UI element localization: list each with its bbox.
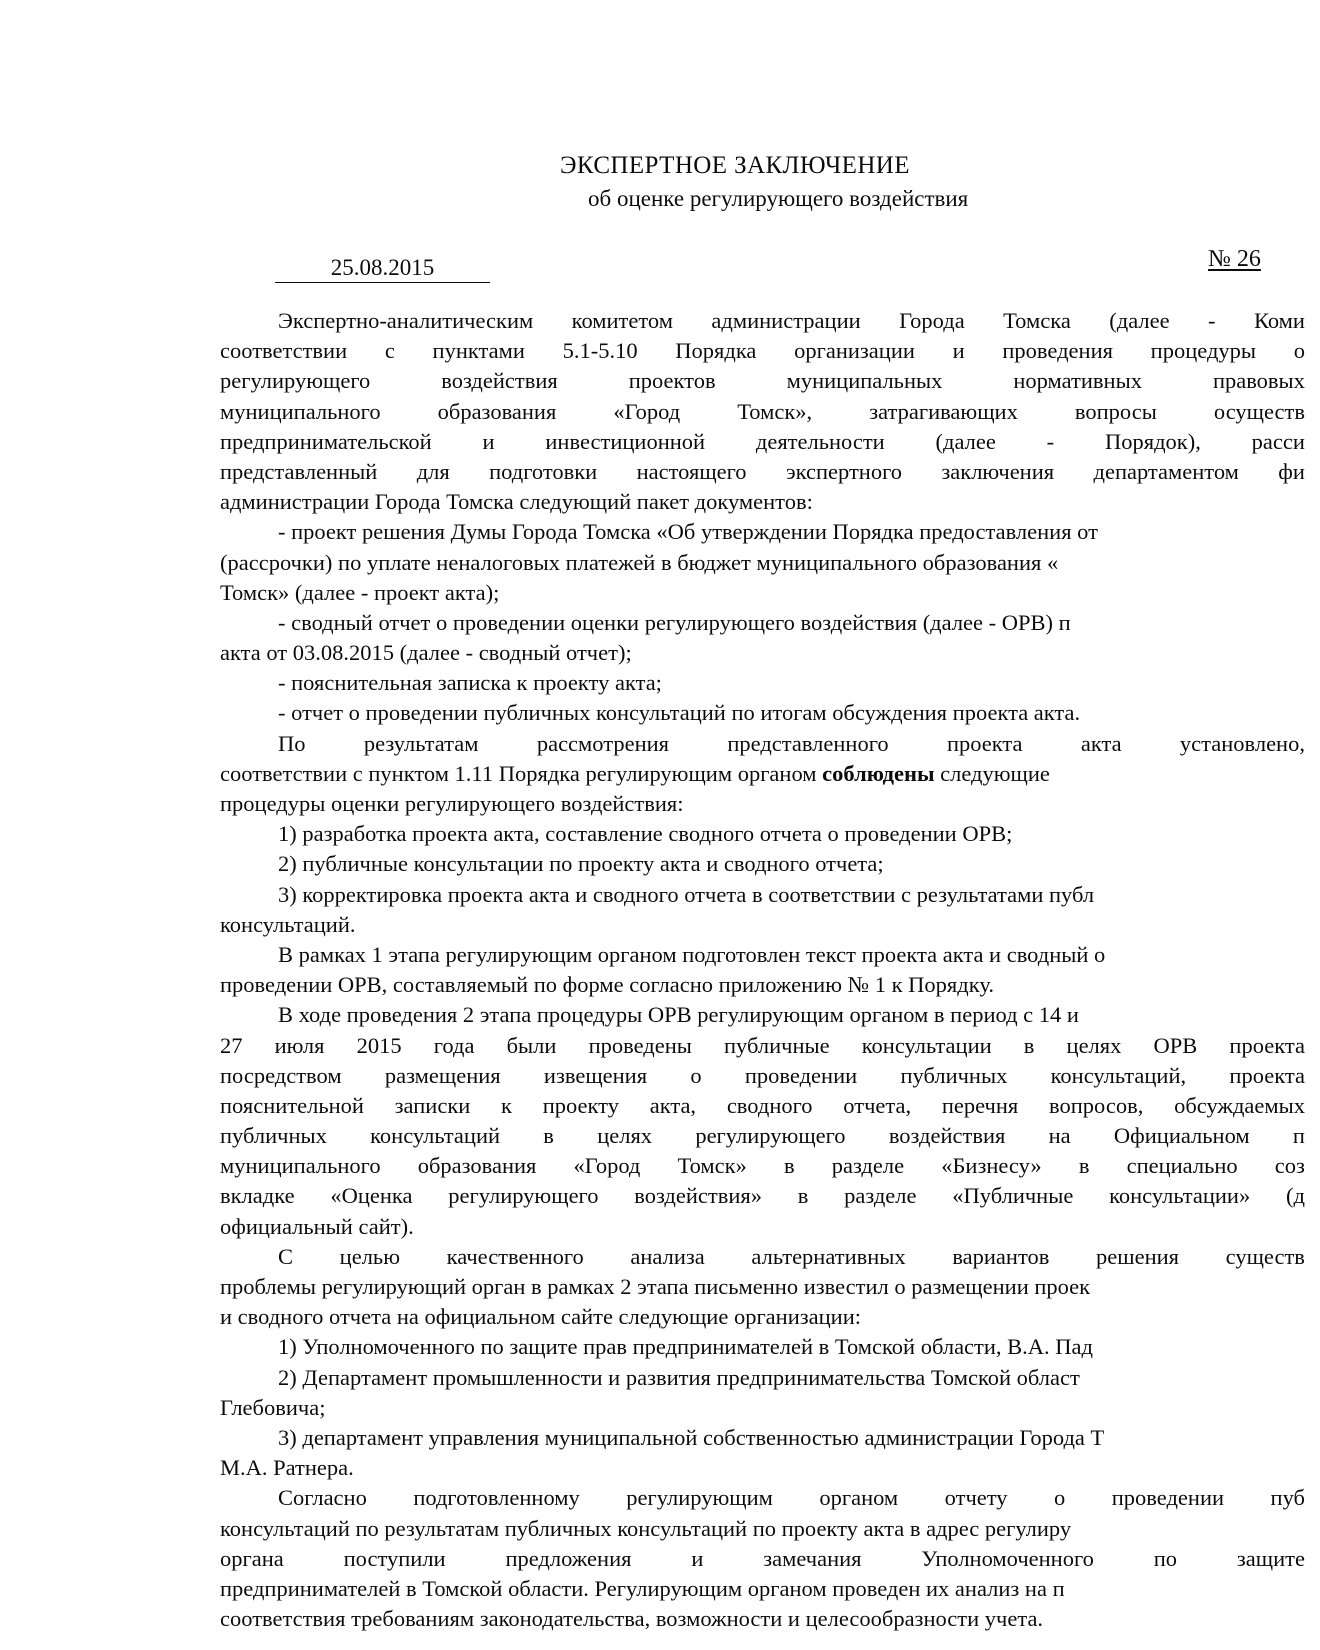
list-item: 3) корректировка проекта акта и сводного отчета в соответствии с результатами публ	[278, 881, 1095, 907]
word: (д	[1285, 1183, 1305, 1209]
word: предпринимательской	[220, 428, 432, 454]
word: анализа	[630, 1243, 705, 1269]
word: соответствии	[220, 338, 348, 364]
word: По	[278, 730, 306, 756]
word: акта	[1080, 730, 1122, 756]
word: муниципального	[220, 398, 381, 424]
word: «Бизнесу»	[941, 1153, 1042, 1179]
word: ОРВ	[1153, 1032, 1198, 1058]
word: для	[416, 458, 450, 484]
word: Официальном	[1113, 1123, 1250, 1149]
word: подготовленному	[413, 1485, 580, 1511]
list-item: 2) Департамент промышленности и развития предпринимательства Томской област	[278, 1364, 1080, 1390]
body-line: Томск» (далее - проект акта);	[220, 579, 500, 605]
body-line	[220, 1483, 1305, 1513]
word: и	[482, 428, 495, 454]
body-line: В ходе проведения 2 этапа процедуры ОРВ регулирующим органом в период с 14 и	[278, 1002, 1079, 1028]
body-line	[220, 397, 1305, 427]
word: 27	[220, 1032, 243, 1058]
word: акта,	[649, 1092, 697, 1118]
list-item: - проект решения Думы Города Томска «Об утверждении Порядка предоставления от	[278, 519, 1098, 545]
word: целях	[1066, 1032, 1122, 1058]
word: Томск»	[677, 1153, 747, 1179]
word: проекта	[1229, 1032, 1305, 1058]
word: представленного	[727, 730, 889, 756]
word: публичных	[220, 1123, 327, 1149]
word: к	[501, 1092, 512, 1118]
word: и	[952, 338, 965, 364]
body-line	[220, 729, 1305, 759]
word: целью	[339, 1243, 400, 1269]
word: 5.1-5.10	[562, 338, 638, 364]
word: -	[1208, 308, 1216, 333]
word: защите	[1236, 1545, 1305, 1571]
body-line: и сводного отчета на официальном сайте следующие организации:	[220, 1304, 861, 1330]
body-line: проведении ОРВ, составляемый по форме согласно приложению № 1 к Порядку.	[220, 972, 994, 998]
word: регулирующим	[626, 1485, 773, 1511]
body-line: предпринимателей в Томской области. Регулирующим органом проведен их анализ на п	[220, 1575, 1065, 1601]
word: вопросы	[1074, 398, 1157, 424]
document-subtitle: об оценке регулирующего воздействия	[588, 186, 969, 211]
word: отчета,	[843, 1092, 912, 1118]
word: (далее	[1109, 308, 1170, 333]
word: на	[1048, 1123, 1071, 1149]
document-body	[220, 306, 1320, 1634]
body-line	[220, 427, 1305, 457]
body-line	[220, 1242, 1305, 1272]
word: (далее	[935, 428, 996, 454]
body-line: В рамках 1 этапа регулирующим органом подготовлен текст проекта акта и сводный о	[278, 941, 1106, 967]
body-line	[220, 1061, 1305, 1091]
list-item: 1) разработка проекта акта, составление сводного отчета о проведении ОРВ;	[278, 821, 1013, 847]
word: нормативных	[1013, 368, 1142, 394]
word: Экспертно-аналитическим	[278, 308, 534, 333]
word: размещения	[384, 1062, 501, 1088]
word: регулирующего	[695, 1123, 846, 1149]
word: проекту	[542, 1092, 619, 1118]
word: рассмотрения	[536, 730, 670, 756]
list-item: 1) Уполномоченного по защите прав предпринимателей в Томской области, В.А. Пад	[278, 1334, 1093, 1360]
word: образования	[417, 1153, 537, 1179]
list-item: 2) публичные консультации по проекту акта и сводного отчета;	[278, 851, 884, 877]
body-line	[220, 306, 1305, 336]
word: в	[1023, 1032, 1035, 1058]
word: процедуры	[1150, 338, 1257, 364]
body-line: консультаций по результатам публичных консультаций по проекту акта в адрес регулиру	[220, 1515, 1072, 1541]
body-line	[220, 759, 1320, 789]
word: решения	[1096, 1243, 1180, 1269]
word: обсуждаемых	[1174, 1092, 1305, 1118]
word: осуществ	[1213, 398, 1305, 424]
body-line: консультаций.	[220, 911, 356, 937]
word: проектов	[628, 368, 716, 394]
word: записки	[394, 1092, 471, 1118]
word: результатам	[363, 730, 479, 756]
document-number: № 26	[1208, 246, 1261, 272]
word: консультации»	[1109, 1183, 1251, 1209]
word: консультаций,	[1050, 1062, 1187, 1088]
word: Порядка	[675, 338, 757, 364]
word: комитетом	[571, 308, 673, 333]
word: настоящего	[636, 458, 747, 484]
list-item: - сводный отчет о проведении оценки регулирующего воздействия (далее - ОРВ) п	[278, 609, 1071, 635]
word: качественного	[446, 1243, 584, 1269]
word: воздействия	[888, 1123, 1006, 1149]
word: «Оценка	[330, 1183, 413, 1209]
word: в	[797, 1183, 809, 1209]
list-item: 3) департамент управления муниципальной собственностью администрации Города Т	[278, 1424, 1105, 1450]
word: Согласно	[278, 1485, 367, 1511]
word: о	[1054, 1485, 1066, 1511]
body-line: М.А. Ратнера.	[220, 1455, 354, 1481]
word: «Публичные	[952, 1183, 1074, 1209]
word: пояснительной	[220, 1092, 364, 1118]
document-title: ЭКСПЕРТНОЕ ЗАКЛЮЧЕНИЕ	[560, 152, 910, 179]
word: замечания	[763, 1545, 862, 1571]
word: воздействия	[441, 368, 558, 394]
bold-term: соблюдены	[822, 760, 935, 786]
word: С	[278, 1243, 294, 1269]
word: инвестиционной	[545, 428, 706, 454]
word: о	[1293, 338, 1305, 364]
word: проведены	[588, 1032, 692, 1058]
body-line: акта от 03.08.2015 (далее - сводный отчет);	[220, 640, 632, 666]
word: представленный	[220, 458, 378, 484]
body-line	[220, 366, 1305, 396]
word: публичные	[724, 1032, 830, 1058]
word: в	[1078, 1153, 1090, 1179]
word: 2015	[356, 1032, 402, 1058]
word: отчету	[944, 1485, 1008, 1511]
body-line: соответствия требованиям законодательства, возможности и целесообразности учета.	[220, 1606, 1044, 1632]
word: муниципального	[220, 1153, 381, 1179]
body-line: (рассрочки) по уплате неналоговых платежей в бюджет муниципального образования «	[220, 549, 1059, 575]
word: проекта	[1229, 1062, 1305, 1088]
word: регулирующего	[448, 1183, 599, 1209]
word: правовых	[1212, 368, 1305, 394]
word: Томска	[1003, 308, 1071, 333]
word: экспертного	[785, 458, 902, 484]
word: перечня	[941, 1092, 1019, 1118]
word: вкладке	[220, 1183, 295, 1209]
body-text-span: следующие	[934, 760, 1050, 786]
word: проведения	[1002, 338, 1113, 364]
word: Порядок),	[1104, 428, 1201, 454]
word: существ	[1225, 1243, 1305, 1269]
word: Уполномоченного	[921, 1545, 1094, 1571]
body-line: администрации Города Томска следующий пакет документов:	[220, 489, 813, 515]
word: фи	[1278, 458, 1305, 484]
word: поступили	[343, 1545, 446, 1571]
word: проведении	[744, 1062, 858, 1088]
word: п	[1292, 1123, 1305, 1149]
list-item: - отчет о проведении публичных консультаций по итогам обсуждения проекта акта.	[278, 700, 1081, 726]
word: посредством	[220, 1062, 342, 1088]
document-date: 25.08.2015	[275, 254, 490, 283]
word: департаментом	[1093, 458, 1239, 484]
word: «Город	[613, 398, 681, 424]
word: с	[384, 338, 395, 364]
word: разделе	[844, 1183, 917, 1209]
body-line	[220, 457, 1305, 487]
word: органа	[220, 1545, 284, 1571]
word: пунктами	[432, 338, 525, 364]
word: организации	[794, 338, 915, 364]
word: подготовки	[489, 458, 598, 484]
list-item: - пояснительная записка к проекту акта;	[278, 670, 662, 696]
word: заключения	[941, 458, 1055, 484]
word: о	[690, 1062, 702, 1088]
word: органом	[819, 1485, 899, 1511]
body-line: процедуры оценки регулирующего воздействия:	[220, 791, 684, 816]
body-text-span: соответствии с пунктом 1.11 Порядка регулирующим органом	[220, 760, 823, 786]
word: деятельности	[755, 428, 885, 454]
word: в	[783, 1153, 795, 1179]
body-line	[220, 1121, 1305, 1151]
word: извещения	[543, 1062, 648, 1088]
word: регулирующего	[220, 368, 371, 394]
word: альтернативных	[751, 1243, 906, 1269]
word: вопросов,	[1049, 1092, 1144, 1118]
word: специально	[1126, 1153, 1238, 1179]
word: предложения	[505, 1545, 632, 1571]
body-line: официальный сайт).	[220, 1213, 414, 1239]
word: затрагивающих	[869, 398, 1018, 424]
body-line	[220, 1151, 1305, 1181]
word: -	[1046, 428, 1055, 454]
word: публичных	[900, 1062, 1008, 1088]
word: июля	[274, 1032, 325, 1058]
word: и	[691, 1545, 704, 1571]
word: вариантов	[952, 1243, 1050, 1269]
word: проведении	[1111, 1485, 1225, 1511]
body-line	[220, 1181, 1305, 1211]
word: разделе	[831, 1153, 905, 1179]
word: воздействия»	[634, 1183, 762, 1209]
body-line	[220, 336, 1305, 366]
word: сводного	[726, 1092, 813, 1118]
word: Коми	[1253, 308, 1305, 333]
word: соз	[1274, 1153, 1305, 1179]
word: муниципальных	[786, 368, 943, 394]
word: в	[543, 1123, 554, 1149]
word: по	[1153, 1545, 1178, 1571]
word: Томск»,	[737, 398, 813, 424]
body-line	[220, 1544, 1305, 1574]
word: консультации	[861, 1032, 992, 1058]
body-line: проблемы регулирующий орган в рамках 2 этапа письменно известил о размещении проек	[220, 1274, 1091, 1299]
word: образования	[437, 398, 557, 424]
body-line	[220, 1031, 1305, 1061]
word: пуб	[1270, 1485, 1305, 1511]
word: консультаций	[370, 1123, 501, 1149]
word: администрации	[711, 308, 861, 333]
body-line: Глебовича;	[220, 1394, 326, 1420]
word: расси	[1251, 428, 1305, 454]
word: были	[506, 1032, 557, 1058]
word: установлено,	[1179, 730, 1305, 756]
word: «Город	[573, 1153, 641, 1179]
word: года	[433, 1032, 475, 1058]
word: проекта	[946, 730, 1023, 756]
body-line	[220, 1091, 1305, 1121]
word: Города	[899, 308, 965, 333]
word: целях	[597, 1123, 653, 1149]
